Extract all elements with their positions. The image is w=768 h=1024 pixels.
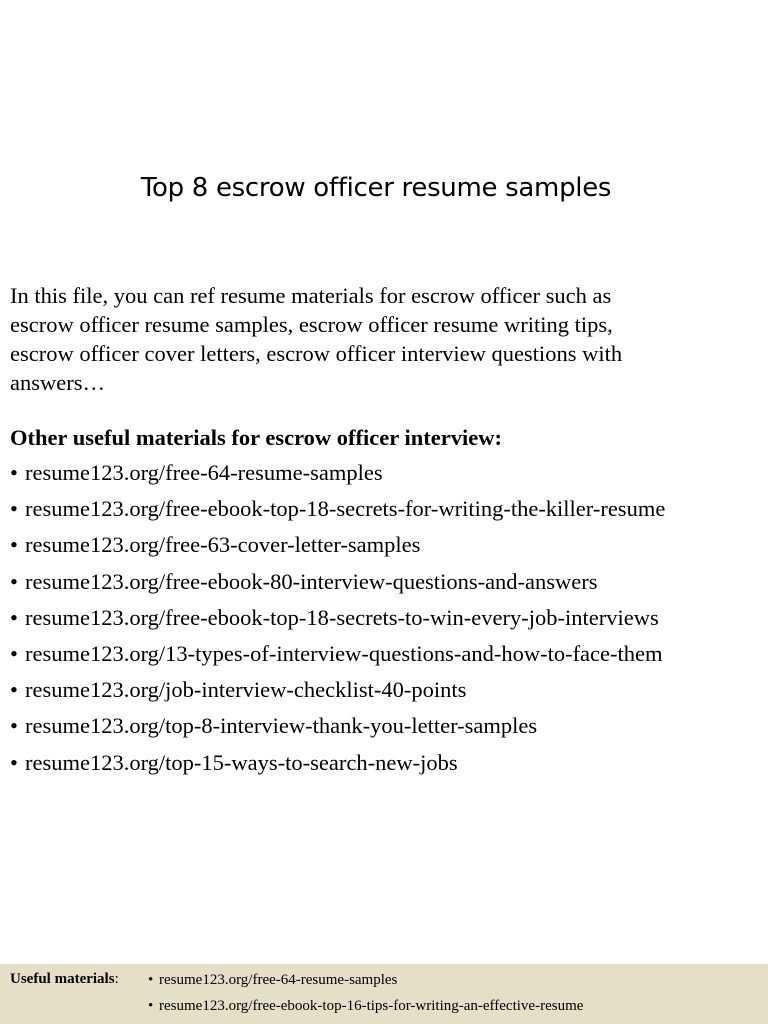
bullet-icon: • [10,677,18,703]
footer-label-text: Useful materials [10,971,115,987]
bullet-icon: • [10,460,18,485]
material-link[interactable]: resume123.org/top-15-ways-to-search-new-jobs [25,749,458,775]
intro-line: escrow officer cover letters, escrow officer interview questions with [10,341,623,366]
list-item [10,602,766,638]
bullet-icon: • [148,998,154,1014]
list-item [148,971,583,997]
page-title: Top 8 escrow officer resume samples [140,173,612,203]
list-item [10,457,766,493]
bullet-icon: • [10,496,18,522]
bullet-icon: • [10,640,18,666]
intro-paragraph [10,281,760,397]
footer-link[interactable]: resume123.org/free-64-resume-samples [159,972,398,988]
list-item [10,674,766,710]
material-link[interactable]: resume123.org/free-ebook-80-interview-questions-and-answers [25,568,598,594]
bullet-icon: • [10,568,18,594]
material-link[interactable]: resume123.org/top-8-interview-thank-you-letter-samples [25,713,538,739]
material-link[interactable]: resume123.org/free-64-resume-samples [25,460,383,485]
intro-line: answers… [10,370,105,395]
bullet-icon: • [10,532,18,558]
bullet-icon: • [10,749,18,775]
material-link[interactable]: resume123.org/job-interview-checklist-40-points [25,677,467,703]
footer-label-colon: : [114,971,119,987]
materials-heading: Other useful materials for escrow officer interview: [10,425,502,450]
list-item [10,493,766,529]
list-item [10,638,766,674]
material-link[interactable]: resume123.org/13-types-of-interview-questions-and-how-to-face-them [25,640,663,666]
footer-bar [0,964,768,1024]
footer-link-list [148,971,583,1023]
bullet-icon: • [10,604,18,630]
list-item [148,997,583,1023]
intro-line: escrow officer resume samples, escrow officer resume writing tips, [10,312,613,337]
material-link[interactable]: resume123.org/free-63-cover-letter-samples [25,532,421,558]
intro-line: In this file, you can ref resume materials for escrow officer such as [10,283,612,308]
material-link[interactable]: resume123.org/free-ebook-top-18-secrets-to-win-every-job-interviews [25,604,659,630]
list-item [10,566,766,602]
list-item [10,747,766,783]
bullet-icon: • [10,713,18,739]
list-item [10,710,766,746]
material-link[interactable]: resume123.org/free-ebook-top-18-secrets-for-writing-the-killer-resume [25,496,666,522]
materials-link-list [10,457,766,783]
list-item [10,529,766,565]
footer-link[interactable]: resume123.org/free-ebook-top-16-tips-for-writing-an-effective-resume [159,998,584,1014]
footer-label [10,971,119,988]
bullet-icon: • [148,972,154,988]
